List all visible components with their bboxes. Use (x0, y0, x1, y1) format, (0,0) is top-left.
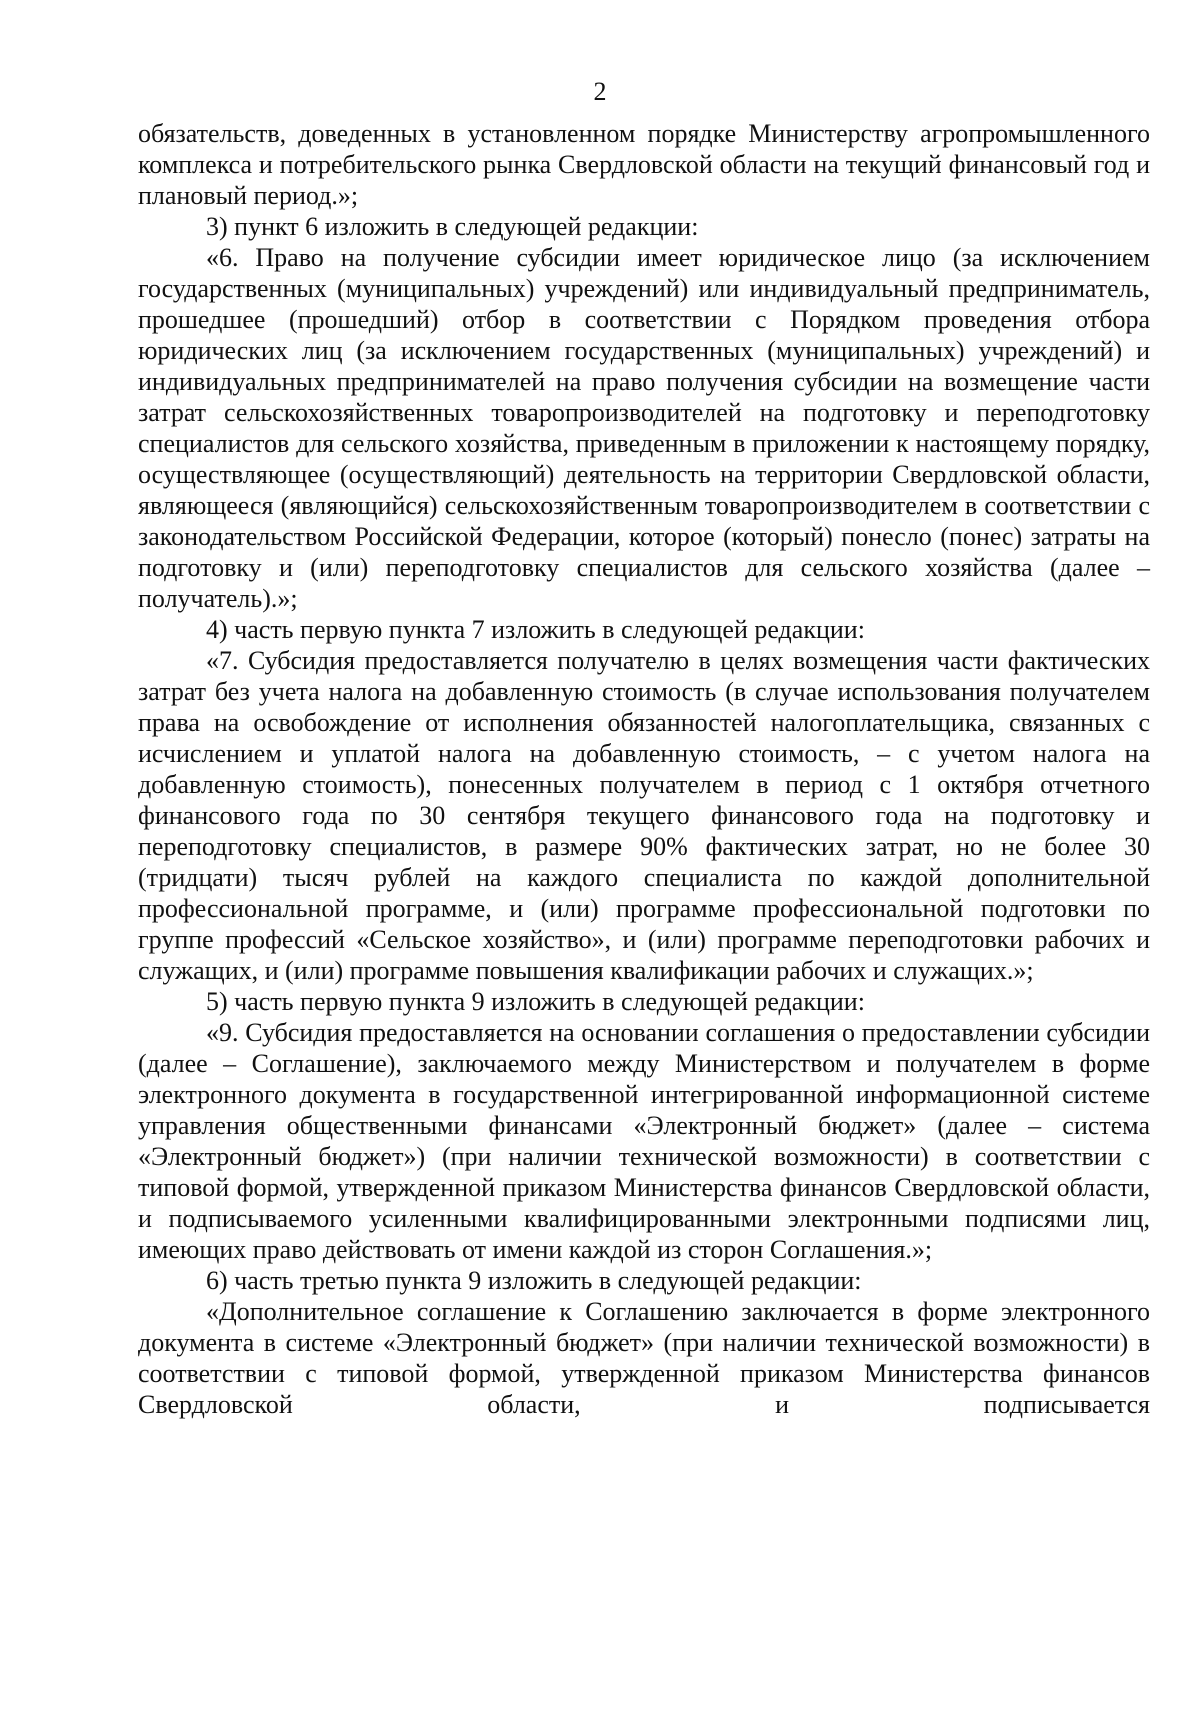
document-body (138, 118, 1150, 1420)
paragraph-quote-additional-agreement: «Дополнительное соглашение к Соглашению заключается в форме электронного документа в системе «Электронный бюджет» (при наличии технической возможности) в соответствии с типовой формой, утвержденной приказом Министерства финансов Свердловской области, и подписывается (138, 1297, 1150, 1419)
paragraph-quote-6: «6. Право на получение субсидии имеет юридическое лицо (за исключением государственных (муниципальных) учреждений) или индивидуальный предприниматель, прошедшее (прошедший) отбор в соответствии с Порядком проведения отбора юридических лиц (за исключением государственных (муниципальных) учреждений) и индивидуальных предпринимателей на право получения субсидии на возмещение части затрат сельскохозяйственных товаропроизводителей на подготовку и переподготовку специалистов для сельского хозяйства, приведенным в приложении к настоящему порядку, осуществляющее (осуществляющий) деятельность на территории Свердловской области, являющееся (являющийся) сельскохозяйственным товаропроизводителем в соответствии с законодательством Российской Федерации, которое (который) понесло (понес) затраты на подготовку и (или) переподготовку специалистов для сельского хозяйства (далее – получатель).»; (138, 243, 1150, 613)
paragraph-continuation: обязательств, доведенных в установленном порядке Министерству агропромышленного комплекса и потребительского рынка Свердловской области на текущий финансовый год и плановый период.»; (138, 119, 1150, 210)
paragraph-item-3: 3) пункт 6 изложить в следующей редакции: (206, 212, 699, 241)
paragraph-item-5: 5) часть первую пункта 9 изложить в следующей редакции: (206, 987, 865, 1016)
paragraph-item-4: 4) часть первую пункта 7 изложить в следующей редакции: (206, 615, 865, 644)
page-number: 2 (593, 77, 607, 106)
paragraph-quote-7: «7. Субсидия предоставляется получателю в целях возмещения части фактических затрат без учета налога на добавленную стоимость (в случае использования получателем права на освобождение от исполнения обязанностей налогоплательщика, связанных с исчислением и уплатой налога на добавленную стоимость, – с учетом налога на добавленную стоимость), понесенных получателем в период с 1 октября отчетного финансового года по 30 сентября текущего финансового года на подготовку и переподготовку специалистов, в размере 90% фактических затрат, но не более 30 (тридцати) тысяч рублей на каждого специалиста по каждой дополнительной профессиональной программе, и (или) программе профессиональной подготовки по группе профессий «Сельское хозяйство», и (или) программе переподготовки рабочих и служащих, и (или) программе повышения квалификации рабочих и служащих.»; (138, 646, 1150, 985)
paragraph-item-6: 6) часть третью пункта 9 изложить в следующей редакции: (206, 1266, 862, 1295)
paragraph-quote-9: «9. Субсидия предоставляется на основании соглашения о предоставлении субсидии (далее – Соглашение), заключаемого между Министерством и получателем в форме электронного документа в государственной интегрированной информационной системе управления общественными финансами «Электронный бюджет» (далее – система «Электронный бюджет») (при наличии технической возможности) в соответствии с типовой формой, утвержденной приказом Министерства финансов Свердловской области, и подписываемого усиленными квалифицированными электронными подписями лиц, имеющих право действовать от имени каждой из сторон Соглашения.»; (138, 1018, 1150, 1264)
